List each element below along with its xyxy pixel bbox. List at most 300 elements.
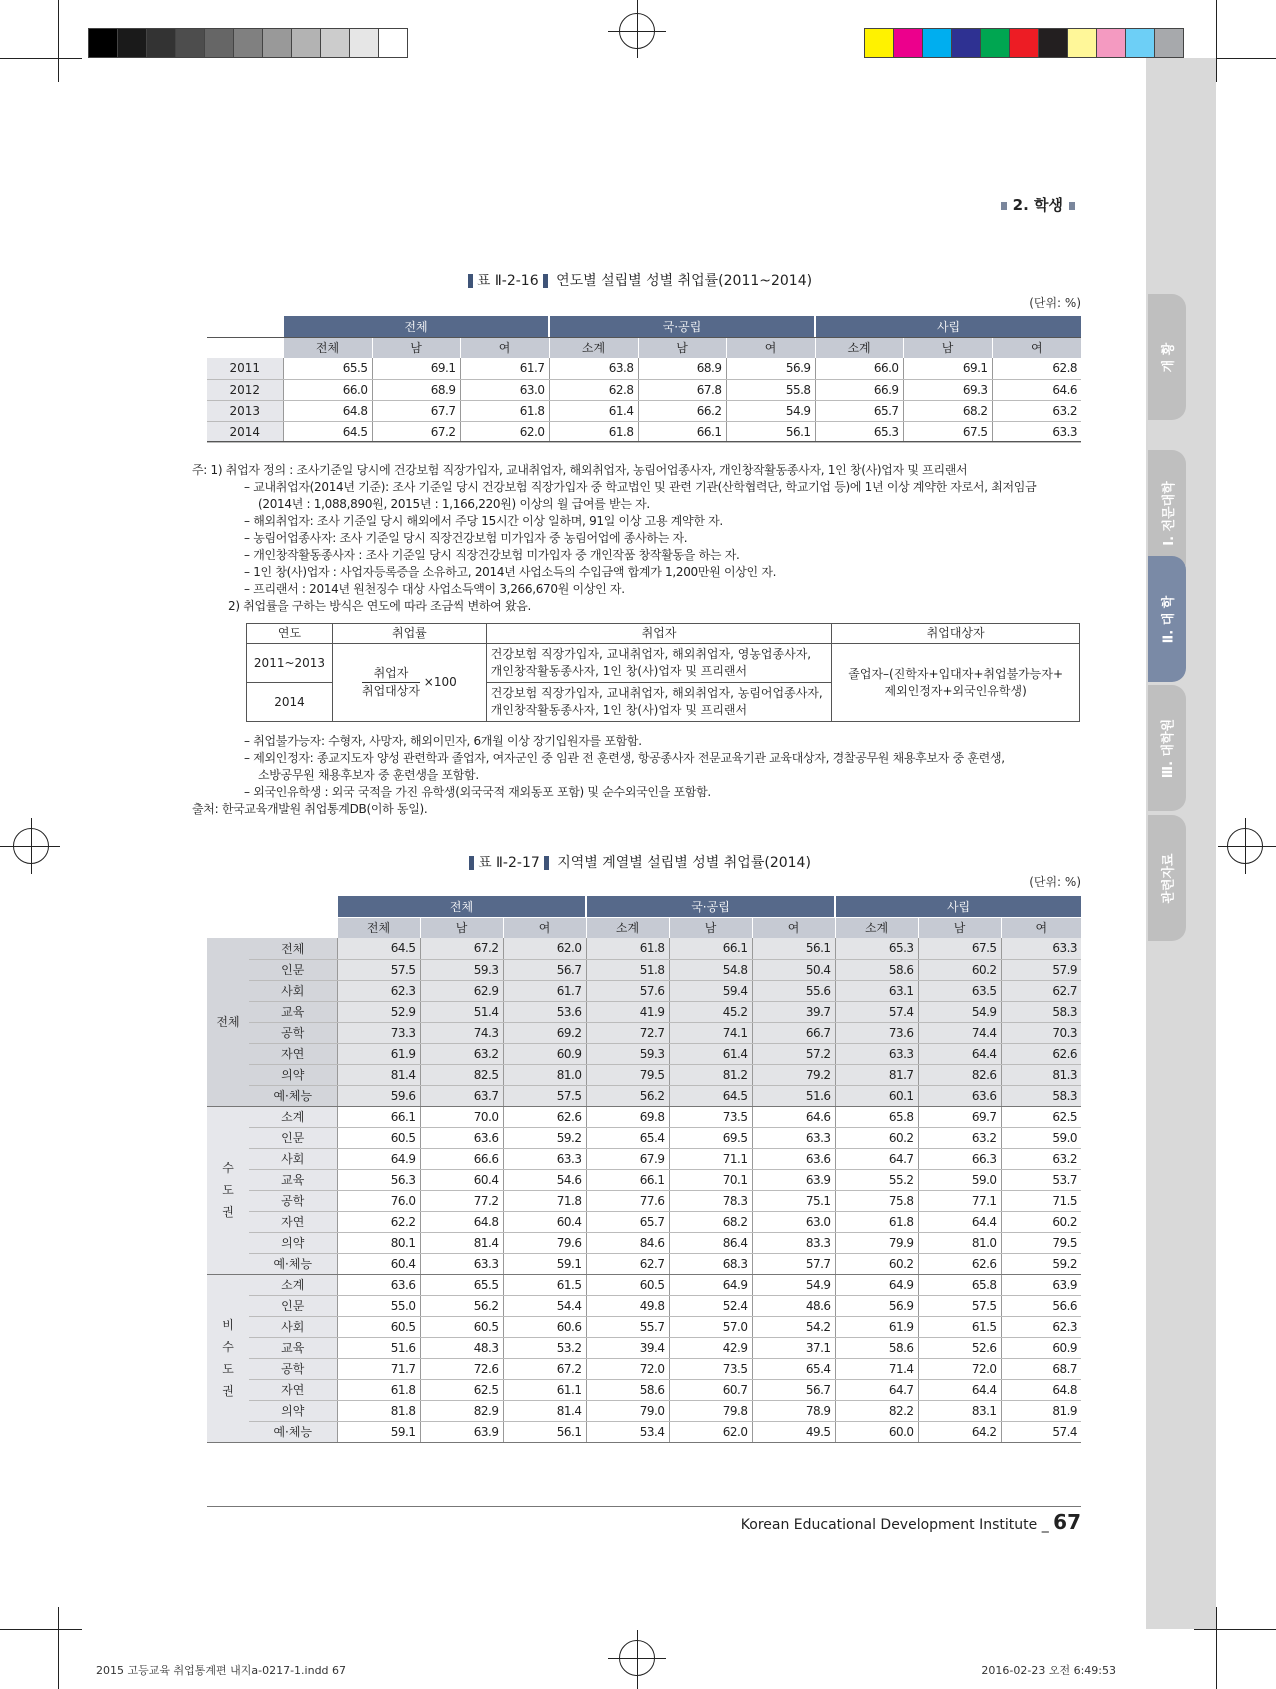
section-title-text: 2. 학생: [1012, 196, 1063, 214]
field-label: 교육: [249, 1001, 337, 1022]
field-label: 예·체능: [249, 1253, 337, 1274]
data-cell: 71.8: [503, 1190, 586, 1211]
field-label: 의약: [249, 1232, 337, 1253]
data-cell: 78.9: [752, 1400, 835, 1421]
data-cell: 63.9: [420, 1421, 503, 1442]
data-cell: 62.7: [586, 1253, 669, 1274]
data-cell: 61.7: [460, 358, 549, 379]
sub-header: 남: [638, 337, 726, 358]
note-1e: – 1인 창(사)업자 : 사업자등록증을 소유하고, 2014년 사업소득의 수입금액 합계가 1,200만원 이상인 자.: [244, 565, 777, 579]
table-row: [207, 1148, 1081, 1169]
data-cell: 53.2: [503, 1337, 586, 1358]
data-cell: 61.8: [586, 938, 669, 959]
formula-target-2: 제외인정자+외국인유학생): [884, 683, 1027, 698]
group-header: 국·공립: [549, 316, 815, 337]
group-header: 전체: [283, 316, 549, 337]
data-cell: 65.5: [420, 1274, 503, 1295]
data-cell: 57.7: [752, 1253, 835, 1274]
data-cell: 57.5: [503, 1085, 586, 1106]
formula-header: 취업자: [486, 624, 832, 644]
source: 출처: 한국교육개발원 취업통계DB(이하 동일).: [192, 802, 428, 816]
data-cell: 52.6: [918, 1337, 1001, 1358]
note-1b: – 해외취업자: 조사 기준일 당시 해외에서 주당 15시간 이상 일하며, 91일 이상 고용 계약한 자.: [244, 514, 723, 528]
data-cell: 75.1: [752, 1190, 835, 1211]
data-cell: 55.2: [835, 1169, 918, 1190]
table-row: [207, 1085, 1081, 1106]
notes: [192, 462, 1036, 615]
data-cell: 62.0: [503, 938, 586, 959]
data-cell: 58.3: [1001, 1085, 1081, 1106]
data-cell: 65.5: [283, 358, 372, 379]
table2-caption: [0, 852, 1276, 872]
data-cell: 60.2: [835, 1253, 918, 1274]
data-cell: 69.1: [372, 358, 460, 379]
formula-header: 취업대상자: [832, 624, 1080, 644]
data-cell: 64.2: [918, 1421, 1001, 1442]
data-cell: 57.9: [1001, 959, 1081, 980]
table-row: [207, 1064, 1081, 1085]
tab-references[interactable]: [1148, 815, 1186, 941]
data-cell: 57.4: [835, 1001, 918, 1022]
data-cell: 60.5: [420, 1316, 503, 1337]
row-year: 2013: [207, 400, 283, 421]
data-cell: 52.4: [669, 1295, 752, 1316]
data-cell: 54.6: [503, 1169, 586, 1190]
table-row: [207, 1253, 1081, 1274]
data-cell: 62.6: [503, 1106, 586, 1127]
data-cell: 56.2: [420, 1295, 503, 1316]
data-cell: 81.8: [337, 1400, 420, 1421]
data-cell: 72.6: [420, 1358, 503, 1379]
formula-employed-1: [486, 644, 832, 683]
data-cell: 62.0: [460, 421, 549, 442]
data-cell: 48.3: [420, 1337, 503, 1358]
data-cell: 60.5: [337, 1316, 420, 1337]
formula-employed-1a: 건강보험 직장가입자, 교내취업자, 해외취업자, 영농업종사자,: [490, 647, 812, 661]
field-label: 자연: [249, 1379, 337, 1400]
table-row: [207, 1295, 1081, 1316]
field-label: 교육: [249, 1337, 337, 1358]
data-cell: 65.3: [835, 938, 918, 959]
data-cell: 62.2: [337, 1211, 420, 1232]
data-cell: 69.7: [918, 1106, 1001, 1127]
data-cell: 72.0: [586, 1358, 669, 1379]
field-label: 예·체능: [249, 1421, 337, 1442]
data-cell: 62.6: [918, 1253, 1001, 1274]
sub-header: 여: [503, 917, 586, 938]
data-cell: 63.0: [460, 379, 549, 400]
note-3c: – 외국인유학생 : 외국 국적을 가진 유학생(외국국적 재외동포 포함) 및 순수외국인을 포함함.: [244, 785, 711, 799]
data-cell: 59.3: [586, 1043, 669, 1064]
data-cell: 63.7: [420, 1085, 503, 1106]
table-row: [207, 1379, 1081, 1400]
group-header: 사립: [835, 896, 1081, 917]
formula-header: 취업률: [332, 624, 486, 644]
data-cell: 57.6: [586, 980, 669, 1001]
data-cell: 70.3: [1001, 1022, 1081, 1043]
data-cell: 64.8: [283, 400, 372, 421]
data-cell: 55.0: [337, 1295, 420, 1316]
data-cell: 72.0: [918, 1358, 1001, 1379]
data-cell: 66.3: [918, 1148, 1001, 1169]
data-cell: 68.9: [638, 358, 726, 379]
data-cell: 64.7: [835, 1148, 918, 1169]
sub-header: 전체: [283, 337, 372, 358]
data-cell: 63.6: [752, 1148, 835, 1169]
formula-employed-1b: 개인창작활동종사자, 1인 창(사)업자 및 프리랜서: [490, 664, 748, 678]
slug-date: 2016-02-23 오전 6:49:53: [981, 1664, 1116, 1677]
data-cell: 61.8: [835, 1211, 918, 1232]
data-cell: 66.0: [283, 379, 372, 400]
data-cell: 63.2: [420, 1043, 503, 1064]
formula-times: ×100: [423, 675, 457, 689]
data-cell: 62.0: [669, 1421, 752, 1442]
data-cell: 70.0: [420, 1106, 503, 1127]
section-title: [995, 194, 1081, 215]
table1: [207, 316, 1081, 443]
group-header: 사립: [815, 316, 1081, 337]
data-cell: 62.9: [420, 980, 503, 1001]
field-label: 의약: [249, 1400, 337, 1421]
data-cell: 57.4: [1001, 1421, 1081, 1442]
note-1: 주: 1) 취업자 정의 : 조사기준일 당시에 건강보험 직장가입자, 교내취업자, 해외취업자, 농림어업종사자, 개인창작활동종사자, 1인 창(사)업자 및 프리랜서: [192, 463, 968, 477]
data-cell: 64.5: [337, 938, 420, 959]
tab-college-label: Ⅰ. 전문대학: [1161, 480, 1177, 546]
table2-unit: (단위: %): [1029, 875, 1081, 889]
field-label: 인문: [249, 959, 337, 980]
data-cell: 61.8: [549, 421, 638, 442]
data-cell: 79.2: [752, 1064, 835, 1085]
data-cell: 67.2: [420, 938, 503, 959]
data-cell: 59.4: [669, 980, 752, 1001]
data-cell: 62.7: [1001, 980, 1081, 1001]
data-cell: 60.4: [503, 1211, 586, 1232]
table-row: [207, 938, 1081, 959]
data-cell: 67.5: [903, 421, 992, 442]
sub-header: 여: [726, 337, 815, 358]
data-cell: 59.2: [503, 1127, 586, 1148]
data-cell: 69.5: [669, 1127, 752, 1148]
data-cell: 63.2: [918, 1127, 1001, 1148]
data-cell: 81.4: [337, 1064, 420, 1085]
sub-header: 소계: [815, 337, 903, 358]
note-1f: – 프리랜서 : 2014년 원천징수 대상 사업소득액이 3,266,670원 이상인 자.: [244, 582, 625, 596]
group-header: 전체: [337, 896, 586, 917]
data-cell: 68.3: [669, 1253, 752, 1274]
sub-header: 남: [903, 337, 992, 358]
field-label: 사회: [249, 980, 337, 1001]
table1-caption-title: 연도별 설립별 성별 취업률(2011~2014): [556, 273, 813, 289]
field-label: 사회: [249, 1316, 337, 1337]
data-cell: 67.2: [372, 421, 460, 442]
data-cell: 63.3: [420, 1253, 503, 1274]
data-cell: 58.6: [835, 959, 918, 980]
data-cell: 72.7: [586, 1022, 669, 1043]
tab-references-label: 관련자료: [1161, 852, 1177, 904]
data-cell: 66.2: [638, 400, 726, 421]
data-cell: 56.9: [835, 1295, 918, 1316]
note-1a-cont: (2014년 : 1,088,890원, 2015년 : 1,166,220원) 이상의 월 급여를 받는 자.: [258, 497, 650, 511]
data-cell: 57.5: [337, 959, 420, 980]
data-cell: 76.0: [337, 1190, 420, 1211]
formula-header: 연도: [247, 624, 333, 644]
data-cell: 60.2: [835, 1127, 918, 1148]
table-row: [207, 1106, 1081, 1127]
data-cell: 60.0: [835, 1421, 918, 1442]
data-cell: 50.4: [752, 959, 835, 980]
field-label: 소계: [249, 1106, 337, 1127]
data-cell: 61.8: [460, 400, 549, 421]
data-cell: 73.5: [669, 1106, 752, 1127]
region-label: [207, 938, 249, 1106]
tab-graduate[interactable]: [1148, 685, 1186, 811]
data-cell: 71.5: [1001, 1190, 1081, 1211]
data-cell: 59.2: [1001, 1253, 1081, 1274]
data-cell: 49.8: [586, 1295, 669, 1316]
data-cell: 82.2: [835, 1400, 918, 1421]
table-row: [207, 1421, 1081, 1442]
data-cell: 71.4: [835, 1358, 918, 1379]
note-3b: – 제외인정자: 종교지도자 양성 관련학과 졸업자, 여자군인 중 임관 전 훈련생, 항공종사자 전문교육기관 교육대상자, 경찰공무원 채용후보자 중 훈련생,: [244, 751, 1005, 765]
data-cell: 63.3: [835, 1043, 918, 1064]
data-cell: 41.9: [586, 1001, 669, 1022]
data-cell: 56.1: [726, 421, 815, 442]
data-cell: 64.8: [1001, 1379, 1081, 1400]
table-row: [207, 400, 1081, 421]
data-cell: 64.9: [337, 1148, 420, 1169]
data-cell: 66.6: [420, 1148, 503, 1169]
data-cell: 63.9: [752, 1169, 835, 1190]
data-cell: 61.4: [669, 1043, 752, 1064]
data-cell: 51.6: [752, 1085, 835, 1106]
table-row: [207, 421, 1081, 442]
data-cell: 62.5: [1001, 1106, 1081, 1127]
data-cell: 79.6: [503, 1232, 586, 1253]
data-cell: 54.9: [918, 1001, 1001, 1022]
tab-university-label: Ⅱ. 대 학: [1161, 595, 1177, 643]
formula-target-1: 졸업자–(진학자+입대자+취업불가능자+: [848, 666, 1064, 681]
formula-denominator: 취업대상자: [362, 684, 420, 698]
row-year: 2014: [207, 421, 283, 442]
formula-table: [246, 623, 1080, 722]
data-cell: 83.3: [752, 1232, 835, 1253]
sub-header: 여: [1001, 917, 1081, 938]
note-2: 2) 취업률을 구하는 방식은 연도에 따라 조금씩 변하여 왔음.: [228, 599, 532, 613]
field-label: 공학: [249, 1358, 337, 1379]
data-cell: 73.5: [669, 1358, 752, 1379]
data-cell: 59.0: [1001, 1127, 1081, 1148]
data-cell: 63.6: [337, 1274, 420, 1295]
sub-header: 여: [460, 337, 549, 358]
data-cell: 60.5: [337, 1127, 420, 1148]
field-label: 교육: [249, 1169, 337, 1190]
field-label: 인문: [249, 1127, 337, 1148]
field-label: 자연: [249, 1043, 337, 1064]
table1-unit: (단위: %): [1029, 296, 1081, 310]
formula-year: 2014: [247, 683, 333, 722]
table-row: [207, 980, 1081, 1001]
data-cell: 63.5: [918, 980, 1001, 1001]
data-cell: 51.6: [337, 1337, 420, 1358]
data-cell: 71.7: [337, 1358, 420, 1379]
field-label: 예·체능: [249, 1085, 337, 1106]
table-row: [207, 1169, 1081, 1190]
data-cell: 81.0: [503, 1064, 586, 1085]
data-cell: 61.5: [503, 1274, 586, 1295]
formula-employed-2a: 건강보험 직장가입자, 교내취업자, 해외취업자, 농림어업종사자,: [490, 686, 823, 700]
data-cell: 63.6: [918, 1085, 1001, 1106]
data-cell: 55.7: [586, 1316, 669, 1337]
data-cell: 55.6: [752, 980, 835, 1001]
sub-header: 여: [752, 917, 835, 938]
data-cell: 65.7: [815, 400, 903, 421]
formula-target: [832, 644, 1080, 722]
tab-overview[interactable]: [1148, 294, 1186, 420]
data-cell: 67.5: [918, 938, 1001, 959]
slug-file: 2015 고등교육 취업통계편 내지a-0217-1.indd 67: [96, 1664, 347, 1677]
table-row: [207, 1022, 1081, 1043]
data-cell: 67.8: [638, 379, 726, 400]
data-cell: 58.6: [586, 1379, 669, 1400]
region-label: [207, 1274, 249, 1442]
data-cell: 66.9: [815, 379, 903, 400]
data-cell: 59.1: [337, 1421, 420, 1442]
data-cell: 64.8: [420, 1211, 503, 1232]
data-cell: 60.4: [420, 1169, 503, 1190]
data-cell: 84.6: [586, 1232, 669, 1253]
data-cell: 65.4: [586, 1127, 669, 1148]
data-cell: 63.3: [752, 1127, 835, 1148]
data-cell: 63.1: [835, 980, 918, 1001]
table1-caption-id: 표 Ⅱ-2-16: [476, 273, 539, 289]
data-cell: 62.8: [992, 358, 1081, 379]
data-cell: 71.1: [669, 1148, 752, 1169]
data-cell: 54.9: [726, 400, 815, 421]
data-cell: 51.8: [586, 959, 669, 980]
row-year: 2012: [207, 379, 283, 400]
data-cell: 66.1: [337, 1106, 420, 1127]
formula-employed-2b: 개인창작활동종사자, 1인 창(사)업자 및 프리랜서: [490, 703, 748, 717]
data-cell: 79.0: [586, 1400, 669, 1421]
data-cell: 62.3: [1001, 1316, 1081, 1337]
data-cell: 56.2: [586, 1085, 669, 1106]
data-cell: 54.8: [669, 959, 752, 980]
data-cell: 61.1: [503, 1379, 586, 1400]
sub-header: 남: [669, 917, 752, 938]
sub-header: 소계: [586, 917, 669, 938]
page-number: 67: [1053, 1510, 1081, 1534]
table-row: [207, 1316, 1081, 1337]
data-cell: 63.6: [420, 1127, 503, 1148]
data-cell: 63.3: [1001, 938, 1081, 959]
data-cell: 53.7: [1001, 1169, 1081, 1190]
data-cell: 67.9: [586, 1148, 669, 1169]
note-3b-cont: 소방공무원 채용후보자 중 훈련생을 포함함.: [258, 768, 479, 782]
data-cell: 53.6: [503, 1001, 586, 1022]
data-cell: 86.4: [669, 1232, 752, 1253]
data-cell: 81.2: [669, 1064, 752, 1085]
data-cell: 53.4: [586, 1421, 669, 1442]
data-cell: 54.4: [503, 1295, 586, 1316]
data-cell: 60.5: [586, 1274, 669, 1295]
data-cell: 79.8: [669, 1400, 752, 1421]
field-label: 소계: [249, 1274, 337, 1295]
data-cell: 61.9: [835, 1316, 918, 1337]
tab-graduate-label: Ⅲ. 대학원: [1161, 718, 1177, 778]
data-cell: 74.4: [918, 1022, 1001, 1043]
data-cell: 73.3: [337, 1022, 420, 1043]
data-cell: 39.4: [586, 1337, 669, 1358]
data-cell: 69.2: [503, 1022, 586, 1043]
data-cell: 56.7: [503, 959, 586, 980]
sub-header: 여: [992, 337, 1081, 358]
data-cell: 61.5: [918, 1316, 1001, 1337]
tab-university[interactable]: [1148, 556, 1186, 682]
sub-header: 소계: [835, 917, 918, 938]
data-cell: 57.0: [669, 1316, 752, 1337]
table1-caption: [0, 270, 1276, 290]
data-cell: 64.7: [835, 1379, 918, 1400]
data-cell: 63.2: [1001, 1148, 1081, 1169]
table-row: [207, 1127, 1081, 1148]
data-cell: 69.3: [903, 379, 992, 400]
data-cell: 77.2: [420, 1190, 503, 1211]
table-row: [207, 1190, 1081, 1211]
data-cell: 61.9: [337, 1043, 420, 1064]
field-label: 사회: [249, 1148, 337, 1169]
data-cell: 79.5: [586, 1064, 669, 1085]
data-cell: 68.9: [372, 379, 460, 400]
data-cell: 61.7: [503, 980, 586, 1001]
data-cell: 60.9: [503, 1043, 586, 1064]
data-cell: 45.2: [669, 1001, 752, 1022]
table-row: [207, 1211, 1081, 1232]
field-label: 전체: [249, 938, 337, 959]
data-cell: 63.2: [992, 400, 1081, 421]
data-cell: 62.6: [1001, 1043, 1081, 1064]
data-cell: 66.7: [752, 1022, 835, 1043]
data-cell: 82.5: [420, 1064, 503, 1085]
field-label: 공학: [249, 1190, 337, 1211]
data-cell: 80.1: [337, 1232, 420, 1253]
formula-year: 2011~2013: [247, 644, 333, 683]
data-cell: 66.1: [638, 421, 726, 442]
data-cell: 64.5: [669, 1085, 752, 1106]
note-3a: – 취업불가능자: 수형자, 사망자, 해외이민자, 6개월 이상 장기입원자를 포함함.: [244, 734, 642, 748]
data-cell: 65.8: [918, 1274, 1001, 1295]
data-cell: 81.0: [918, 1232, 1001, 1253]
data-cell: 81.3: [1001, 1064, 1081, 1085]
data-cell: 51.4: [420, 1001, 503, 1022]
table-row: [207, 1400, 1081, 1421]
data-cell: 64.5: [283, 421, 372, 442]
sub-header: 남: [918, 917, 1001, 938]
data-cell: 65.4: [752, 1358, 835, 1379]
data-cell: 48.6: [752, 1295, 835, 1316]
data-cell: 68.2: [903, 400, 992, 421]
data-cell: 65.3: [815, 421, 903, 442]
data-cell: 79.5: [1001, 1232, 1081, 1253]
sub-header: 남: [372, 337, 460, 358]
data-cell: 39.7: [752, 1001, 835, 1022]
data-cell: 64.4: [918, 1379, 1001, 1400]
data-cell: 56.1: [503, 1421, 586, 1442]
data-cell: 59.1: [503, 1253, 586, 1274]
data-cell: 64.4: [918, 1211, 1001, 1232]
field-label: 자연: [249, 1211, 337, 1232]
data-cell: 60.2: [1001, 1211, 1081, 1232]
data-cell: 82.6: [918, 1064, 1001, 1085]
